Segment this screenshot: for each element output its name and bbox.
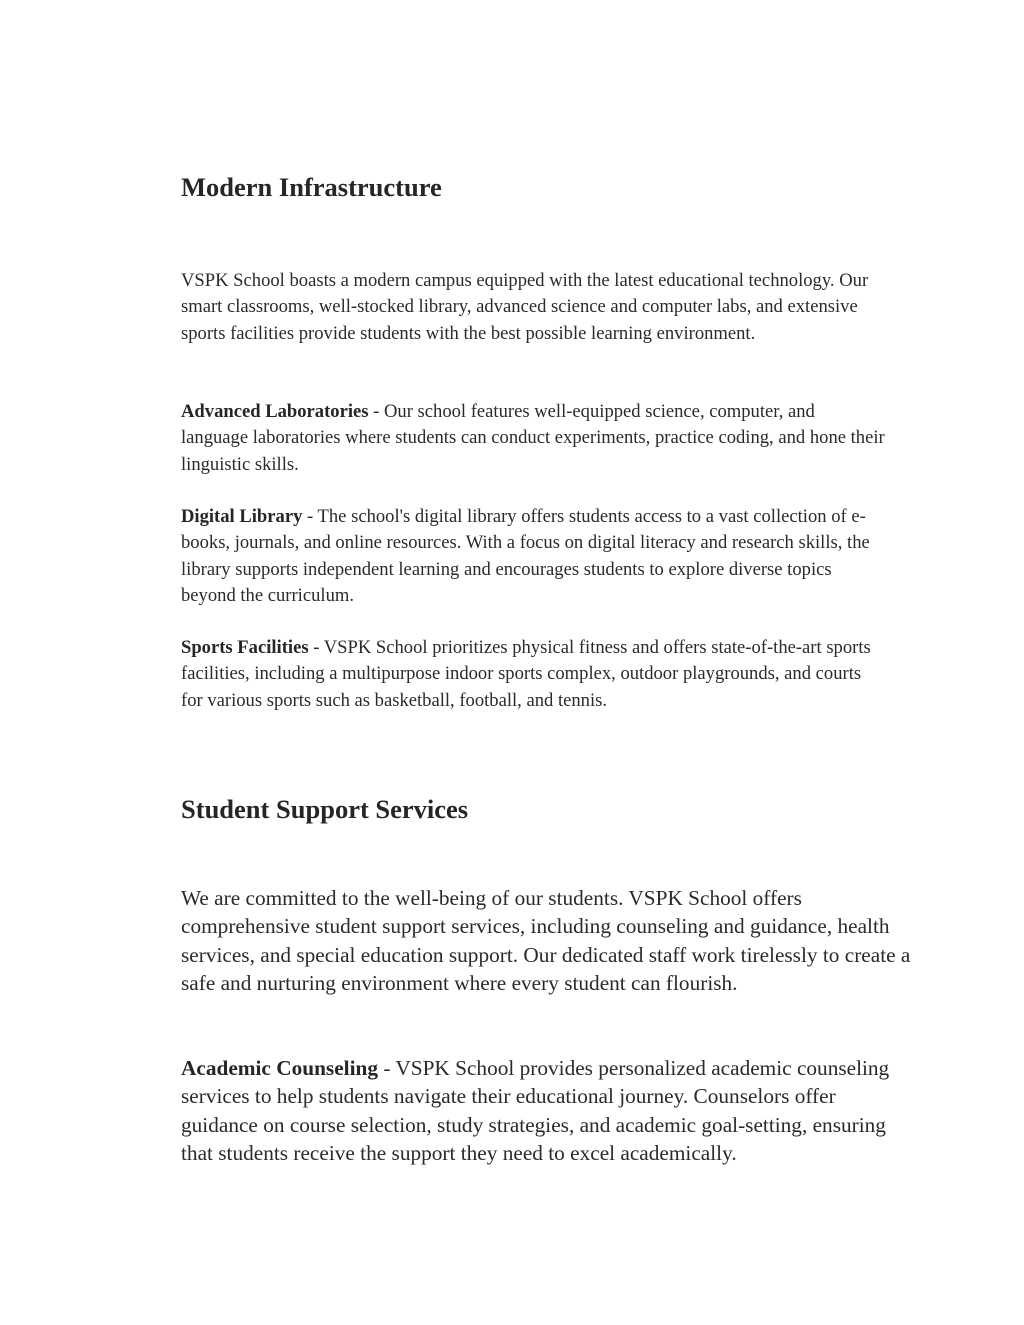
student-support-intro-paragraph: We are committed to the well-being of our students. VSPK School offers comprehensive student support services, including counseling and guidance, health services, and special education support. Our dedicated staff work tirelessly to create a safe and nurturing environment where every student can flourish. xyxy=(181,886,911,995)
digital-library-paragraph xyxy=(181,504,886,609)
sports-facilities-term: Sports Facilities xyxy=(181,637,309,658)
advanced-laboratories-term: Advanced Laboratories xyxy=(181,401,369,422)
section-heading-modern-infrastructure: Modern Infrastructure xyxy=(181,172,442,202)
sports-facilities-paragraph xyxy=(181,635,886,714)
infrastructure-intro-paragraph: VSPK School boasts a modern campus equipped with the latest educational technology. Our smart classrooms, well-stocked library, advanced science and computer labs, and extensive sports facilities provide students with the best possible learning environment. xyxy=(181,270,869,344)
advanced-laboratories-paragraph xyxy=(181,399,886,478)
digital-library-term: Digital Library xyxy=(181,506,303,527)
academic-counseling-term: Academic Counseling xyxy=(181,1056,378,1080)
section-heading-student-support-services: Student Support Services xyxy=(181,794,469,824)
academic-counseling-paragraph xyxy=(181,1054,911,1167)
sports-facilities-text: - VSPK School prioritizes physical fitness and offers state-of-the-art sports facilities, including a multipurpose indoor sports complex, outdoor playgrounds, and courts for various sports such as basketball, football, and tennis. xyxy=(181,637,871,711)
academic-counseling-text: - VSPK School provides personalized academic counseling services to help students navigate their educational journey. Counselors offer guidance on course selection, study strategies, and academic goal-setting, ensuring that students receive the support they need to excel academically. xyxy=(181,1056,890,1165)
digital-library-text: - The school's digital library offers students access to a vast collection of e-books, journals, and online resources. With a focus on digital literacy and research skills, the library supports independent learning and encourages students to explore diverse topics beyond the curriculum. xyxy=(181,506,870,606)
advanced-laboratories-text: - Our school features well-equipped science, computer, and language laboratories where students can conduct experiments, practice coding, and hone their linguistic skills. xyxy=(181,401,885,475)
